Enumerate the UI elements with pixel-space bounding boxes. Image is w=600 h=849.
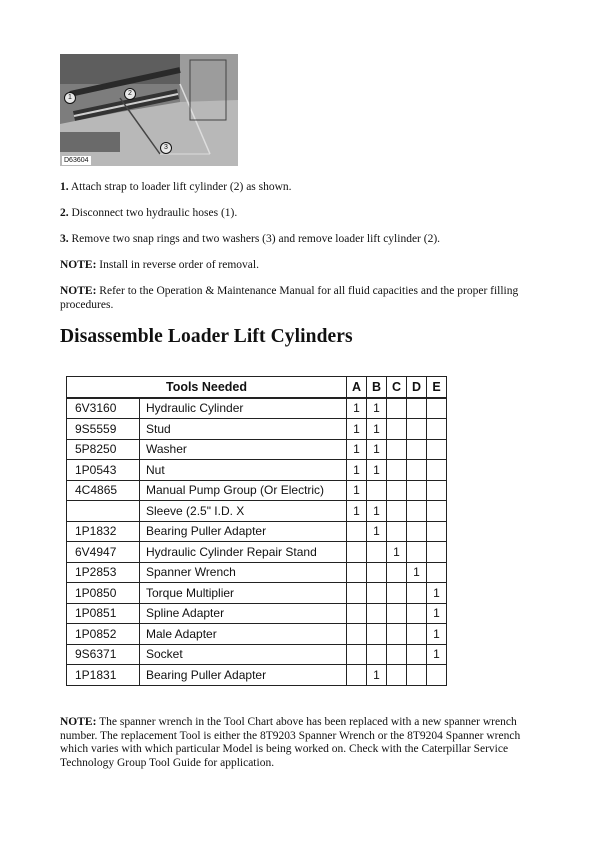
quantity-cell-c	[387, 644, 407, 665]
quantity-cell-b	[367, 583, 387, 604]
tool-description-cell: Hydraulic Cylinder	[140, 398, 347, 419]
quantity-cell-a: 1	[347, 480, 367, 501]
step-number: 3.	[60, 233, 69, 245]
part-number-cell: 1P0850	[67, 583, 140, 604]
quantity-cell-e	[427, 419, 447, 440]
table-row	[67, 460, 447, 481]
step-number: 2.	[60, 207, 69, 219]
quantity-cell-a	[347, 562, 367, 583]
quantity-cell-d	[407, 521, 427, 542]
quantity-cell-b	[367, 562, 387, 583]
quantity-cell-e	[427, 398, 447, 419]
part-number-cell: 1P1832	[67, 521, 140, 542]
table-row	[67, 644, 447, 665]
quantity-cell-b: 1	[367, 419, 387, 440]
table-row	[67, 439, 447, 460]
quantity-cell-c	[387, 439, 407, 460]
quantity-cell-e	[427, 480, 447, 501]
table-header-row	[67, 377, 447, 398]
quantity-cell-c	[387, 398, 407, 419]
quantity-cell-c	[387, 583, 407, 604]
quantity-cell-a	[347, 603, 367, 624]
note-text: The spanner wrench in the Tool Chart above has been replaced with a new spanner wrench number. The replacement Tool is either the 8T9203 Spanner Wrench or the 8T9204 Spanner wrench which varies with which particular Model is being worked on. Check with the Caterpillar Service Technology Group Tool Guide for application.	[60, 716, 521, 769]
quantity-cell-c: 1	[387, 542, 407, 563]
column-header-a: A	[347, 377, 367, 398]
quantity-cell-c	[387, 624, 407, 645]
quantity-cell-a: 1	[347, 419, 367, 440]
tool-description-cell: Sleeve (2.5" I.D. X	[140, 501, 347, 522]
quantity-cell-d	[407, 439, 427, 460]
tool-description-cell: Spline Adapter	[140, 603, 347, 624]
table-row	[67, 398, 447, 419]
column-header-d: D	[407, 377, 427, 398]
tool-description-cell: Spanner Wrench	[140, 562, 347, 583]
quantity-cell-c	[387, 501, 407, 522]
step-1	[60, 181, 530, 195]
part-number-cell: 1P1831	[67, 665, 140, 686]
quantity-cell-e	[427, 562, 447, 583]
step-2	[60, 207, 530, 221]
quantity-cell-b	[367, 480, 387, 501]
quantity-cell-c	[387, 521, 407, 542]
quantity-cell-a: 1	[347, 398, 367, 419]
part-number-cell	[67, 501, 140, 522]
table-row	[67, 480, 447, 501]
part-number-cell: 9S6371	[67, 644, 140, 665]
table-row	[67, 583, 447, 604]
tool-description-cell: Male Adapter	[140, 624, 347, 645]
quantity-cell-a: 1	[347, 501, 367, 522]
quantity-cell-d	[407, 501, 427, 522]
quantity-cell-e: 1	[427, 583, 447, 604]
quantity-cell-c	[387, 480, 407, 501]
tool-description-cell: Stud	[140, 419, 347, 440]
quantity-cell-e	[427, 521, 447, 542]
quantity-cell-b: 1	[367, 665, 387, 686]
quantity-cell-e	[427, 665, 447, 686]
note-reverse-order	[60, 259, 530, 273]
table-row	[67, 562, 447, 583]
tool-description-cell: Nut	[140, 460, 347, 481]
callout-1: 1	[64, 92, 76, 104]
note-text: Install in reverse order of removal.	[99, 259, 259, 271]
table-row	[67, 501, 447, 522]
quantity-cell-a: 1	[347, 460, 367, 481]
quantity-cell-d	[407, 665, 427, 686]
quantity-cell-b: 1	[367, 521, 387, 542]
tools-table-body	[67, 398, 447, 686]
table-row	[67, 603, 447, 624]
quantity-cell-a	[347, 521, 367, 542]
quantity-cell-d	[407, 624, 427, 645]
callout-3: 3	[160, 142, 172, 154]
part-number-cell: 1P2853	[67, 562, 140, 583]
tool-description-cell: Bearing Puller Adapter	[140, 521, 347, 542]
loader-lift-cylinder-photo	[60, 54, 238, 166]
step-text: Remove two snap rings and two washers (3) and remove loader lift cylinder (2).	[71, 233, 441, 245]
quantity-cell-a	[347, 624, 367, 645]
quantity-cell-c	[387, 603, 407, 624]
section-title: Disassemble Loader Lift Cylinders	[60, 326, 353, 347]
column-header-b: B	[367, 377, 387, 398]
part-number-cell: 1P0851	[67, 603, 140, 624]
step-number: 1.	[60, 181, 69, 193]
quantity-cell-a	[347, 542, 367, 563]
step-text: Attach strap to loader lift cylinder (2) as shown.	[70, 181, 292, 193]
note-label: NOTE:	[60, 716, 97, 728]
quantity-cell-d	[407, 542, 427, 563]
part-number-cell: 6V4947	[67, 542, 140, 563]
step-3	[60, 233, 530, 247]
quantity-cell-c	[387, 419, 407, 440]
quantity-cell-e	[427, 439, 447, 460]
tool-description-cell: Bearing Puller Adapter	[140, 665, 347, 686]
part-number-cell: 1P0852	[67, 624, 140, 645]
photo-id-label: D63604	[64, 157, 89, 164]
quantity-cell-a	[347, 583, 367, 604]
callout-2: 2	[124, 88, 136, 100]
table-row	[67, 521, 447, 542]
tool-description-cell: Manual Pump Group (Or Electric)	[140, 480, 347, 501]
quantity-cell-e	[427, 542, 447, 563]
tool-description-cell: Hydraulic Cylinder Repair Stand	[140, 542, 347, 563]
photo-illustration	[60, 54, 238, 166]
quantity-cell-d	[407, 603, 427, 624]
quantity-cell-b	[367, 542, 387, 563]
step-text: Disconnect two hydraulic hoses (1).	[71, 207, 238, 219]
quantity-cell-a	[347, 665, 367, 686]
part-number-cell: 1P0543	[67, 460, 140, 481]
table-row	[67, 542, 447, 563]
quantity-cell-b	[367, 644, 387, 665]
tools-needed-header: Tools Needed	[67, 377, 347, 398]
table-row	[67, 419, 447, 440]
quantity-cell-d	[407, 480, 427, 501]
column-header-e: E	[427, 377, 447, 398]
quantity-cell-a: 1	[347, 439, 367, 460]
table-row	[67, 665, 447, 686]
part-number-cell: 9S5559	[67, 419, 140, 440]
tool-description-cell: Washer	[140, 439, 347, 460]
quantity-cell-b	[367, 624, 387, 645]
quantity-cell-b: 1	[367, 439, 387, 460]
quantity-cell-e: 1	[427, 603, 447, 624]
quantity-cell-b: 1	[367, 501, 387, 522]
quantity-cell-e: 1	[427, 644, 447, 665]
quantity-cell-e	[427, 460, 447, 481]
quantity-cell-d	[407, 583, 427, 604]
quantity-cell-b	[367, 603, 387, 624]
quantity-cell-b: 1	[367, 398, 387, 419]
note-text: Refer to the Operation & Maintenance Manual for all fluid capacities and the proper filling procedures.	[60, 285, 519, 311]
table-row	[67, 624, 447, 645]
quantity-cell-d	[407, 460, 427, 481]
part-number-cell: 4C4865	[67, 480, 140, 501]
quantity-cell-c	[387, 460, 407, 481]
tool-description-cell: Torque Multiplier	[140, 583, 347, 604]
quantity-cell-c	[387, 665, 407, 686]
note-label: NOTE:	[60, 285, 97, 297]
quantity-cell-d	[407, 398, 427, 419]
tool-description-cell: Socket	[140, 644, 347, 665]
quantity-cell-c	[387, 562, 407, 583]
quantity-cell-b: 1	[367, 460, 387, 481]
quantity-cell-e: 1	[427, 624, 447, 645]
part-number-cell: 5P8250	[67, 439, 140, 460]
quantity-cell-d: 1	[407, 562, 427, 583]
note-spanner-wrench-replacement	[60, 716, 530, 770]
note-label: NOTE:	[60, 259, 97, 271]
quantity-cell-e	[427, 501, 447, 522]
quantity-cell-d	[407, 419, 427, 440]
part-number-cell: 6V3160	[67, 398, 140, 419]
quantity-cell-a	[347, 644, 367, 665]
note-fluid-capacities	[60, 285, 530, 312]
quantity-cell-d	[407, 644, 427, 665]
tools-needed-table	[66, 376, 447, 686]
column-header-c: C	[387, 377, 407, 398]
